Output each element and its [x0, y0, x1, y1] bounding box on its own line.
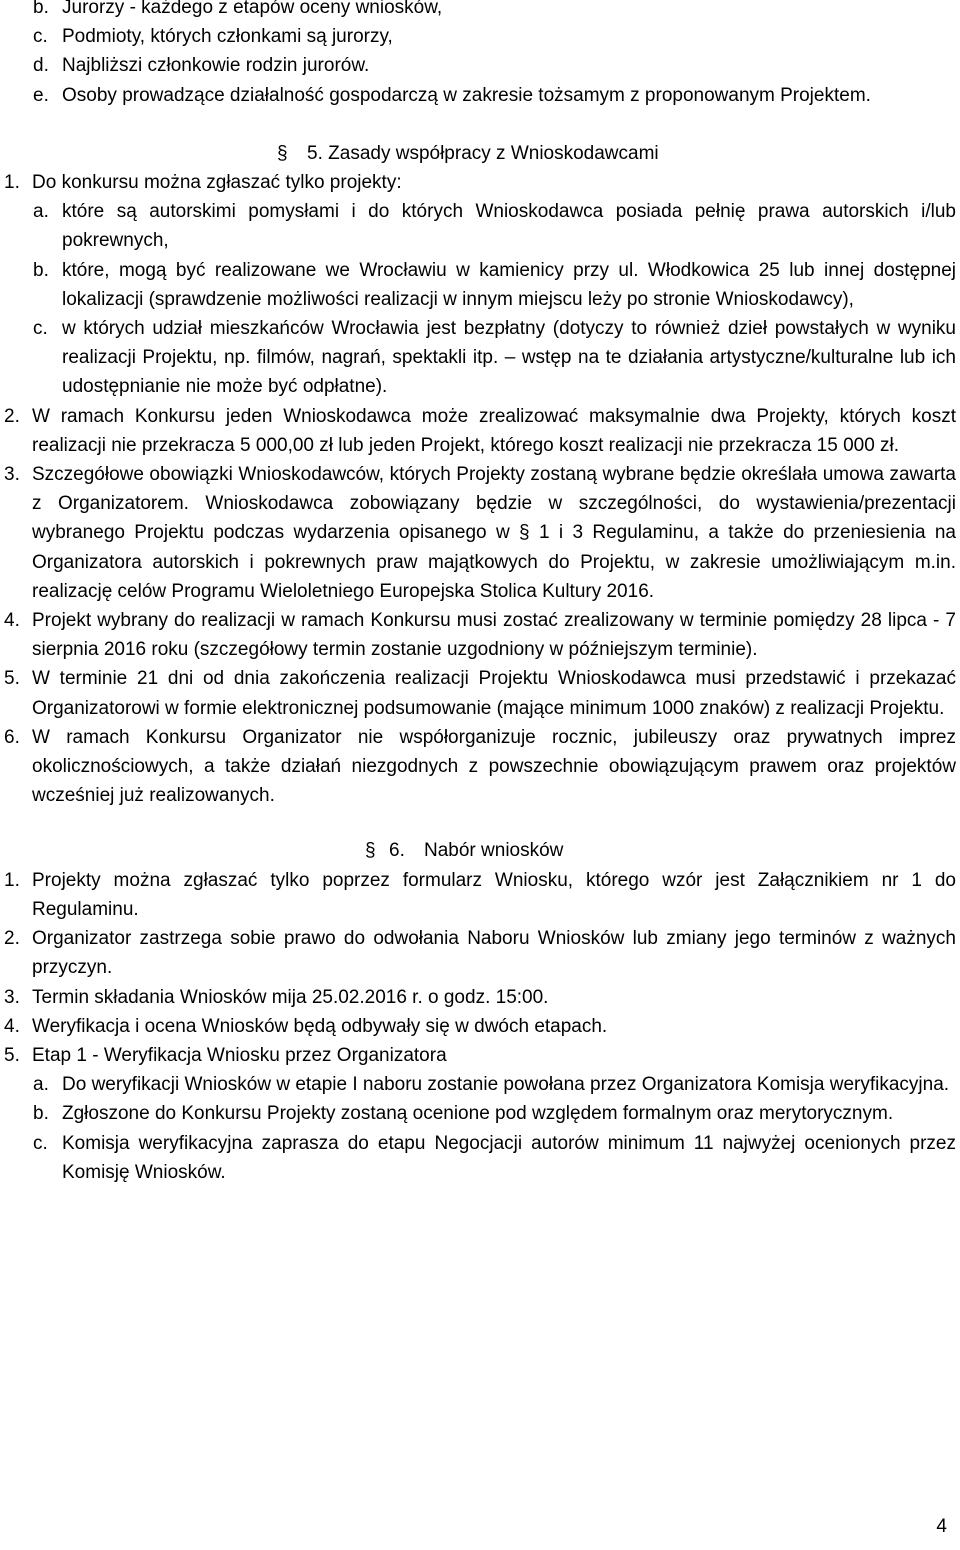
list-text: Organizator zastrzega sobie prawo do odwołania Naboru Wniosków lub zmiany jego terminów z ważnych przyczyn. — [32, 928, 956, 979]
list-item — [0, 51, 956, 80]
list-item — [0, 924, 956, 982]
list-item — [0, 606, 956, 664]
list-marker: 4. — [4, 1015, 20, 1037]
list-item — [0, 0, 956, 22]
list-text: Szczegółowe obowiązki Wnioskodawców, których Projekty zostaną wybrane będzie określała umowa zawarta z Organizatorem. Wnioskodawca zobowiązany będzie w szczególności, do wystawienia/prezentacji wybranego Projektu podczas wydarzenia opisanego w § 1 i 3 Regulaminu, a także do przeniesienia na Organizatora autorskich i pokrewnych praw majątkowych do Projektu, w zakresie umożliwiającym m.in. realizację celów Programu Wieloletniego Europejska Stolica Kultury 2016. — [32, 464, 956, 602]
list-item — [0, 1041, 956, 1070]
list-text: Projekt wybrany do realizacji w ramach Konkursu musi zostać zrealizowany w terminie pomiędzy 28 lipca - 7 sierpnia 2016 roku (szczegółowy termin zostanie uzgodniony w późniejszym terminie). — [32, 610, 956, 661]
list-item — [0, 664, 956, 722]
list-item — [0, 402, 956, 460]
list-marker: d. — [33, 55, 49, 77]
list-text: które są autorskimi pomysłami i do których Wnioskodawca posiada pełnię prawa autorskich i/lub pokrewnych, — [62, 201, 956, 252]
list-item — [0, 1012, 956, 1041]
list-marker: 2. — [4, 928, 20, 950]
section-heading-6 — [0, 836, 960, 865]
list-text: które, mogą być realizowane we Wrocławiu w kamienicy przy ul. Włodkowica 25 lub innej dostępnej lokalizacji (sprawdzenie możliwości realizacji w innym miejscu leży po stronie Wnioskodawcy), — [62, 259, 956, 310]
list-text: Weryfikacja i ocena Wniosków będą odbywały się w dwóch etapach. — [32, 1015, 608, 1037]
list-marker: 2. — [4, 405, 20, 427]
list-marker: e. — [33, 84, 49, 106]
sub-list-item — [0, 256, 956, 314]
list-marker: 6. — [4, 726, 20, 748]
list-text: Projekty można zgłaszać tylko poprzez formularz Wniosku, którego wzór jest Załącznikiem nr 1 do Regulaminu. — [32, 869, 956, 920]
list-text: Zgłoszone do Konkursu Projekty zostaną ocenione pod względem formalnym oraz merytorycznym. — [62, 1103, 894, 1125]
sub-list-item — [0, 1099, 956, 1128]
list-text: Do weryfikacji Wniosków w etapie I naboru zostanie powołana przez Organizatora Komisja weryfikacyjna. — [62, 1074, 950, 1096]
list-marker: c. — [33, 318, 48, 340]
list-item — [0, 983, 956, 1012]
section-heading-5 — [0, 139, 937, 168]
list-item — [0, 723, 956, 811]
list-item — [0, 460, 956, 606]
list-text: Jurorzy - każdego z etapów oceny wniosków, — [62, 0, 443, 18]
list-marker: 1. — [4, 869, 20, 891]
list-text: Do konkursu można zgłaszać tylko projekty: — [32, 172, 402, 194]
list-marker: 5. — [4, 668, 20, 690]
list-item — [0, 168, 956, 197]
section-number: 6. — [389, 840, 405, 862]
list-marker: b. — [33, 259, 49, 281]
sub-list-item — [0, 1129, 956, 1187]
list-text: Najbliższi członkowie rodzin jurorów. — [62, 55, 370, 77]
list-text: W terminie 21 dni od dnia zakończenia realizacji Projektu Wnioskodawca musi przedstawić i przekazać Organizatorowi w formie elektronicznej podsumowanie (mające minimum 1000 znaków) z realizacji Projektu. — [32, 668, 956, 719]
list-marker: a. — [33, 1074, 49, 1096]
list-text: w których udział mieszkańców Wrocławia jest bezpłatny (dotyczy to również dzieł powstałych w wyniku realizacji Projektu, np. filmów, nagrań, spektakli itp. – wstęp na te działania artystyczne/kulturalne lub ich udostępnianie nie może być odpłatne). — [62, 318, 956, 398]
list-text: Osoby prowadzące działalność gospodarczą w zakresie tożsamym z proponowanym Projektem. — [62, 84, 871, 106]
list-text: W ramach Konkursu jeden Wnioskodawca może zrealizować maksymalnie dwa Projekty, których koszt realizacji nie przekracza 5 000,00 zł lub jeden Projekt, którego koszt realizacji nie przekracza 15 000 zł. — [32, 405, 956, 456]
section-title: Nabór wniosków — [424, 840, 564, 862]
list-marker: 4. — [4, 610, 20, 632]
list-marker: b. — [33, 1103, 49, 1125]
list-item — [0, 81, 956, 110]
list-marker: 1. — [4, 172, 20, 194]
list-marker: 3. — [4, 986, 20, 1008]
page-number: 4 — [936, 1516, 947, 1537]
list-text: Termin składania Wniosków mija 25.02.2016 r. o godz. 15:00. — [32, 986, 549, 1008]
section-number: 5. — [307, 142, 323, 164]
list-item — [0, 866, 956, 924]
list-marker: c. — [33, 26, 48, 48]
list-text: W ramach Konkursu Organizator nie współorganizuje rocznic, jubileuszy oraz prywatnych imprez okolicznościowych, a także działań niezgodnych z powszechnie obowiązującym prawem oraz projektów wcześniej już realizowanych. — [32, 726, 956, 807]
list-text: Etap 1 - Weryfikacja Wniosku przez Organizatora — [32, 1044, 447, 1066]
list-marker: 3. — [4, 464, 20, 486]
list-text: Podmioty, których członkami są jurorzy, — [62, 26, 393, 48]
section-title: Zasady współpracy z Wnioskodawcami — [328, 142, 659, 164]
section-symbol: § — [365, 840, 376, 862]
list-marker: c. — [33, 1132, 48, 1154]
list-marker: b. — [33, 0, 49, 18]
list-text: Komisja weryfikacyjna zaprasza do etapu Negocjacji autorów minimum 11 najwyżej ocenionych przez Komisję Wniosków. — [62, 1132, 956, 1183]
list-marker: a. — [33, 201, 49, 223]
section-symbol: § — [277, 142, 288, 164]
list-marker: 5. — [4, 1044, 20, 1066]
list-item — [0, 22, 956, 51]
sub-list-item — [0, 1070, 956, 1099]
sub-list-item — [0, 314, 956, 402]
sub-list-item — [0, 197, 956, 255]
